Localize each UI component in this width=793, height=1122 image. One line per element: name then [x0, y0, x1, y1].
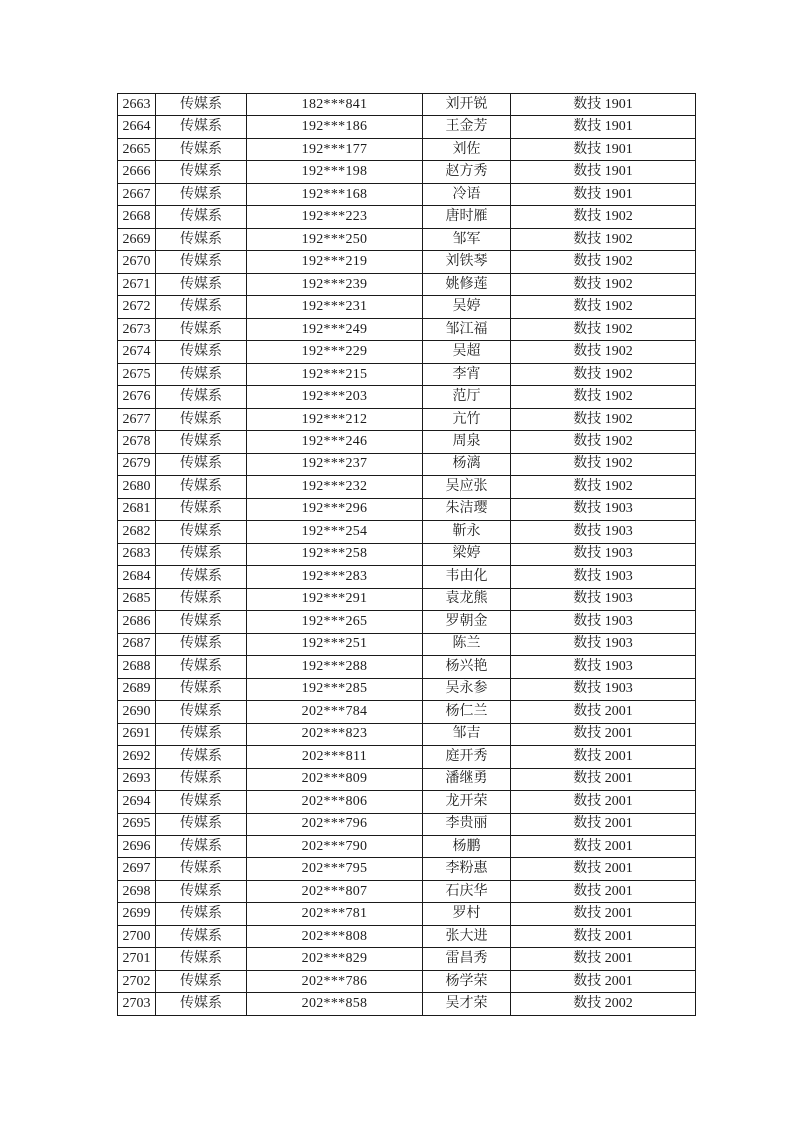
- cell-student_id: 202***790: [247, 835, 423, 857]
- cell-class: 数技 1902: [511, 408, 696, 430]
- cell-name: 罗朝金: [423, 611, 511, 633]
- cell-name: 邹军: [423, 228, 511, 250]
- cell-class: 数技 2001: [511, 813, 696, 835]
- cell-department: 传媒系: [156, 228, 247, 250]
- table-row: [118, 835, 696, 857]
- cell-index: 2674: [118, 341, 156, 363]
- cell-name: 周泉: [423, 431, 511, 453]
- table-row: [118, 925, 696, 947]
- cell-index: 2666: [118, 161, 156, 183]
- cell-class: 数技 1903: [511, 543, 696, 565]
- cell-index: 2703: [118, 993, 156, 1015]
- cell-student_id: 202***795: [247, 858, 423, 880]
- table-row: [118, 116, 696, 138]
- table-row: [118, 94, 696, 116]
- cell-name: 李贵丽: [423, 813, 511, 835]
- cell-department: 传媒系: [156, 453, 247, 475]
- cell-student_id: 202***829: [247, 948, 423, 970]
- cell-index: 2683: [118, 543, 156, 565]
- cell-class: 数技 1901: [511, 161, 696, 183]
- cell-name: 吴应张: [423, 476, 511, 498]
- cell-department: 传媒系: [156, 768, 247, 790]
- table-row: [118, 678, 696, 700]
- cell-class: 数技 2001: [511, 948, 696, 970]
- cell-name: 吴永参: [423, 678, 511, 700]
- cell-class: 数技 2001: [511, 858, 696, 880]
- cell-index: 2685: [118, 588, 156, 610]
- cell-student_id: 192***246: [247, 431, 423, 453]
- table-row: [118, 476, 696, 498]
- cell-class: 数技 1902: [511, 228, 696, 250]
- cell-department: 传媒系: [156, 656, 247, 678]
- table-row: [118, 993, 696, 1015]
- cell-department: 传媒系: [156, 363, 247, 385]
- cell-student_id: 192***291: [247, 588, 423, 610]
- cell-name: 亢竹: [423, 408, 511, 430]
- cell-student_id: 202***781: [247, 903, 423, 925]
- cell-index: 2702: [118, 970, 156, 992]
- cell-student_id: 202***823: [247, 723, 423, 745]
- cell-index: 2686: [118, 611, 156, 633]
- cell-student_id: 202***811: [247, 746, 423, 768]
- table-row: [118, 948, 696, 970]
- cell-department: 传媒系: [156, 611, 247, 633]
- cell-department: 传媒系: [156, 633, 247, 655]
- cell-department: 传媒系: [156, 116, 247, 138]
- table-row: [118, 251, 696, 273]
- table-row: [118, 611, 696, 633]
- cell-department: 传媒系: [156, 858, 247, 880]
- cell-name: 邹江福: [423, 318, 511, 340]
- cell-index: 2695: [118, 813, 156, 835]
- cell-student_id: 202***784: [247, 701, 423, 723]
- cell-name: 李粉惠: [423, 858, 511, 880]
- cell-index: 2679: [118, 453, 156, 475]
- cell-student_id: 192***249: [247, 318, 423, 340]
- cell-department: 传媒系: [156, 543, 247, 565]
- cell-name: 李宵: [423, 363, 511, 385]
- cell-student_id: 192***250: [247, 228, 423, 250]
- table-row: [118, 768, 696, 790]
- cell-student_id: 202***858: [247, 993, 423, 1015]
- cell-department: 传媒系: [156, 476, 247, 498]
- cell-index: 2699: [118, 903, 156, 925]
- cell-name: 王金芳: [423, 116, 511, 138]
- cell-index: 2667: [118, 183, 156, 205]
- cell-student_id: 202***809: [247, 768, 423, 790]
- cell-department: 传媒系: [156, 993, 247, 1015]
- table-row: [118, 521, 696, 543]
- table-row: [118, 386, 696, 408]
- cell-student_id: 192***219: [247, 251, 423, 273]
- cell-name: 韦由化: [423, 566, 511, 588]
- cell-class: 数技 2001: [511, 701, 696, 723]
- cell-name: 刘开锐: [423, 94, 511, 116]
- cell-index: 2676: [118, 386, 156, 408]
- cell-department: 传媒系: [156, 678, 247, 700]
- cell-name: 梁婷: [423, 543, 511, 565]
- cell-student_id: 182***841: [247, 94, 423, 116]
- cell-class: 数技 2001: [511, 903, 696, 925]
- cell-student_id: 192***283: [247, 566, 423, 588]
- cell-class: 数技 2001: [511, 835, 696, 857]
- cell-name: 吴才荣: [423, 993, 511, 1015]
- cell-name: 吴婷: [423, 296, 511, 318]
- cell-name: 袁龙熊: [423, 588, 511, 610]
- table-row: [118, 656, 696, 678]
- cell-index: 2690: [118, 701, 156, 723]
- cell-index: 2678: [118, 431, 156, 453]
- cell-department: 传媒系: [156, 880, 247, 902]
- table-row: [118, 633, 696, 655]
- cell-student_id: 192***203: [247, 386, 423, 408]
- cell-name: 杨学荣: [423, 970, 511, 992]
- cell-department: 传媒系: [156, 521, 247, 543]
- cell-class: 数技 1902: [511, 206, 696, 228]
- cell-student_id: 202***806: [247, 791, 423, 813]
- cell-index: 2701: [118, 948, 156, 970]
- table-row: [118, 161, 696, 183]
- table-row: [118, 880, 696, 902]
- table-row: [118, 723, 696, 745]
- cell-student_id: 202***786: [247, 970, 423, 992]
- cell-index: 2670: [118, 251, 156, 273]
- cell-student_id: 192***296: [247, 498, 423, 520]
- cell-index: 2680: [118, 476, 156, 498]
- cell-name: 范厅: [423, 386, 511, 408]
- cell-student_id: 192***198: [247, 161, 423, 183]
- student-roster-table: [117, 93, 696, 1016]
- cell-department: 传媒系: [156, 273, 247, 295]
- cell-index: 2673: [118, 318, 156, 340]
- table-row: [118, 543, 696, 565]
- cell-class: 数技 1903: [511, 498, 696, 520]
- cell-name: 冷语: [423, 183, 511, 205]
- table-row: [118, 791, 696, 813]
- table-row: [118, 363, 696, 385]
- cell-student_id: 192***251: [247, 633, 423, 655]
- cell-index: 2688: [118, 656, 156, 678]
- cell-department: 传媒系: [156, 318, 247, 340]
- table-row: [118, 858, 696, 880]
- cell-name: 赵方秀: [423, 161, 511, 183]
- cell-department: 传媒系: [156, 296, 247, 318]
- cell-student_id: 192***254: [247, 521, 423, 543]
- cell-department: 传媒系: [156, 498, 247, 520]
- cell-index: 2675: [118, 363, 156, 385]
- cell-name: 张大进: [423, 925, 511, 947]
- cell-department: 传媒系: [156, 903, 247, 925]
- cell-name: 朱洁璎: [423, 498, 511, 520]
- cell-name: 罗村: [423, 903, 511, 925]
- cell-department: 传媒系: [156, 746, 247, 768]
- cell-student_id: 192***168: [247, 183, 423, 205]
- cell-class: 数技 1902: [511, 386, 696, 408]
- cell-class: 数技 1902: [511, 453, 696, 475]
- cell-student_id: 192***231: [247, 296, 423, 318]
- cell-department: 传媒系: [156, 161, 247, 183]
- cell-name: 陈兰: [423, 633, 511, 655]
- cell-class: 数技 1902: [511, 341, 696, 363]
- cell-student_id: 192***232: [247, 476, 423, 498]
- cell-index: 2698: [118, 880, 156, 902]
- cell-name: 吴超: [423, 341, 511, 363]
- cell-name: 龙开荣: [423, 791, 511, 813]
- cell-department: 传媒系: [156, 791, 247, 813]
- cell-student_id: 192***223: [247, 206, 423, 228]
- cell-department: 传媒系: [156, 94, 247, 116]
- cell-class: 数技 1901: [511, 138, 696, 160]
- cell-student_id: 202***796: [247, 813, 423, 835]
- cell-class: 数技 1902: [511, 251, 696, 273]
- cell-department: 传媒系: [156, 341, 247, 363]
- cell-student_id: 192***212: [247, 408, 423, 430]
- cell-class: 数技 2001: [511, 746, 696, 768]
- table-row: [118, 138, 696, 160]
- cell-index: 2668: [118, 206, 156, 228]
- cell-name: 刘铁琴: [423, 251, 511, 273]
- table-row: [118, 813, 696, 835]
- cell-department: 传媒系: [156, 206, 247, 228]
- cell-index: 2663: [118, 94, 156, 116]
- table-row: [118, 903, 696, 925]
- cell-index: 2696: [118, 835, 156, 857]
- cell-department: 传媒系: [156, 948, 247, 970]
- table-row: [118, 318, 696, 340]
- cell-class: 数技 1902: [511, 476, 696, 498]
- cell-department: 传媒系: [156, 251, 247, 273]
- cell-name: 杨仁兰: [423, 701, 511, 723]
- table-row: [118, 431, 696, 453]
- cell-department: 传媒系: [156, 566, 247, 588]
- cell-class: 数技 2001: [511, 970, 696, 992]
- table-row: [118, 701, 696, 723]
- cell-name: 庭开秀: [423, 746, 511, 768]
- cell-class: 数技 1901: [511, 116, 696, 138]
- cell-student_id: 202***808: [247, 925, 423, 947]
- cell-student_id: 192***285: [247, 678, 423, 700]
- cell-name: 杨鹏: [423, 835, 511, 857]
- cell-index: 2669: [118, 228, 156, 250]
- cell-department: 传媒系: [156, 183, 247, 205]
- cell-department: 传媒系: [156, 925, 247, 947]
- cell-class: 数技 1902: [511, 273, 696, 295]
- cell-class: 数技 1902: [511, 318, 696, 340]
- cell-name: 姚修莲: [423, 273, 511, 295]
- cell-class: 数技 2001: [511, 880, 696, 902]
- cell-department: 传媒系: [156, 835, 247, 857]
- cell-class: 数技 2001: [511, 768, 696, 790]
- cell-class: 数技 1902: [511, 296, 696, 318]
- cell-class: 数技 1903: [511, 588, 696, 610]
- cell-student_id: 192***288: [247, 656, 423, 678]
- cell-name: 邹吉: [423, 723, 511, 745]
- cell-department: 传媒系: [156, 138, 247, 160]
- cell-student_id: 192***258: [247, 543, 423, 565]
- cell-class: 数技 2001: [511, 791, 696, 813]
- table-row: [118, 746, 696, 768]
- cell-name: 杨漓: [423, 453, 511, 475]
- cell-class: 数技 1902: [511, 363, 696, 385]
- cell-index: 2689: [118, 678, 156, 700]
- cell-index: 2672: [118, 296, 156, 318]
- cell-index: 2700: [118, 925, 156, 947]
- cell-student_id: 192***186: [247, 116, 423, 138]
- cell-index: 2682: [118, 521, 156, 543]
- cell-index: 2684: [118, 566, 156, 588]
- table-row: [118, 296, 696, 318]
- table-row: [118, 341, 696, 363]
- cell-class: 数技 2001: [511, 723, 696, 745]
- cell-class: 数技 2002: [511, 993, 696, 1015]
- cell-student_id: 192***239: [247, 273, 423, 295]
- cell-index: 2664: [118, 116, 156, 138]
- cell-department: 传媒系: [156, 588, 247, 610]
- cell-index: 2697: [118, 858, 156, 880]
- cell-student_id: 202***807: [247, 880, 423, 902]
- cell-department: 传媒系: [156, 970, 247, 992]
- table-row: [118, 206, 696, 228]
- cell-department: 传媒系: [156, 701, 247, 723]
- table-row: [118, 183, 696, 205]
- cell-index: 2677: [118, 408, 156, 430]
- cell-name: 靳永: [423, 521, 511, 543]
- cell-index: 2692: [118, 746, 156, 768]
- table-row: [118, 228, 696, 250]
- cell-index: 2691: [118, 723, 156, 745]
- cell-name: 唐时雁: [423, 206, 511, 228]
- cell-class: 数技 1903: [511, 611, 696, 633]
- cell-class: 数技 1903: [511, 656, 696, 678]
- cell-class: 数技 1903: [511, 633, 696, 655]
- table-row: [118, 970, 696, 992]
- cell-class: 数技 1903: [511, 678, 696, 700]
- cell-name: 杨兴艳: [423, 656, 511, 678]
- cell-department: 传媒系: [156, 723, 247, 745]
- cell-name: 潘继勇: [423, 768, 511, 790]
- cell-student_id: 192***237: [247, 453, 423, 475]
- cell-index: 2693: [118, 768, 156, 790]
- cell-index: 2671: [118, 273, 156, 295]
- cell-department: 传媒系: [156, 386, 247, 408]
- cell-index: 2665: [118, 138, 156, 160]
- table-row: [118, 408, 696, 430]
- cell-name: 刘佐: [423, 138, 511, 160]
- cell-name: 石庆华: [423, 880, 511, 902]
- cell-class: 数技 1903: [511, 566, 696, 588]
- cell-student_id: 192***229: [247, 341, 423, 363]
- cell-class: 数技 1901: [511, 183, 696, 205]
- table-row: [118, 566, 696, 588]
- table-row: [118, 498, 696, 520]
- cell-class: 数技 1903: [511, 521, 696, 543]
- cell-index: 2694: [118, 791, 156, 813]
- cell-index: 2687: [118, 633, 156, 655]
- cell-student_id: 192***177: [247, 138, 423, 160]
- table-row: [118, 273, 696, 295]
- cell-class: 数技 2001: [511, 925, 696, 947]
- cell-class: 数技 1902: [511, 431, 696, 453]
- cell-student_id: 192***265: [247, 611, 423, 633]
- cell-department: 传媒系: [156, 431, 247, 453]
- cell-department: 传媒系: [156, 408, 247, 430]
- cell-class: 数技 1901: [511, 94, 696, 116]
- cell-department: 传媒系: [156, 813, 247, 835]
- cell-name: 雷昌秀: [423, 948, 511, 970]
- table-row: [118, 453, 696, 475]
- cell-student_id: 192***215: [247, 363, 423, 385]
- cell-index: 2681: [118, 498, 156, 520]
- table-row: [118, 588, 696, 610]
